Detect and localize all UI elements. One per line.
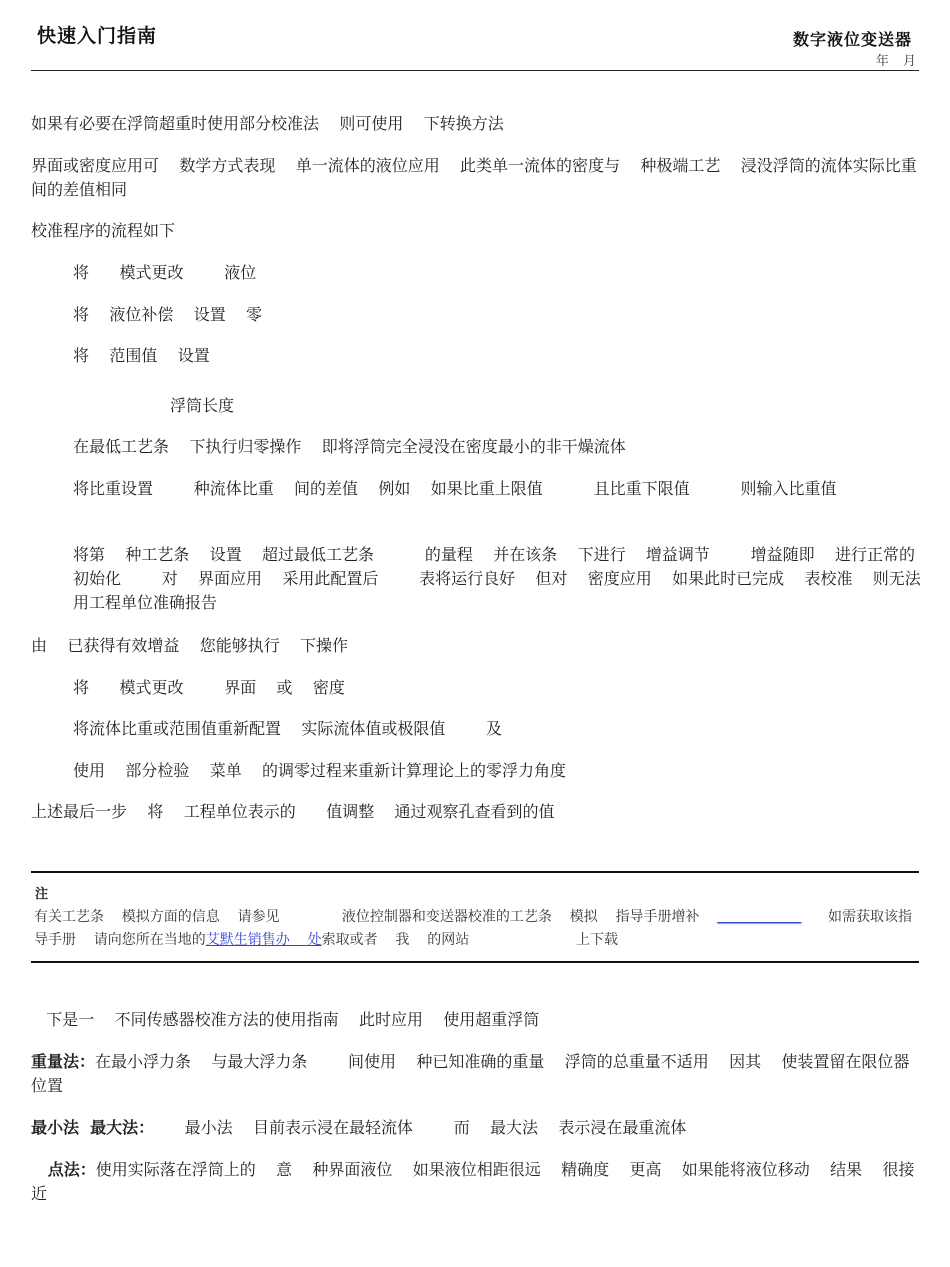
step-range-value: 浮筒长度 [170,396,235,415]
step-reconfigure: 将流体比重或范围值重新配置 实际流体值或极限值 及 [73,719,503,738]
note-text [34,906,914,952]
step-level-offset: 将 液位补偿 设置 零 [73,305,263,324]
method-point-label: 点法： [31,1160,96,1179]
method-point [31,1158,921,1206]
step-range: 将 范围值 设置 [73,346,210,365]
doc-title: 快速入门指南 [37,25,158,47]
paragraph-after-gain: 由 已获得有效增益 您能够执行 下操作 [31,636,349,655]
step-partial-check: 使用 部分检验 菜单 的调零过程来重新计算理论上的零浮力角度 [73,761,567,780]
step-zero: 在最低工艺条 下执行归零操作 即将浮筒完全浸没在密度最小的非干燥流体 [73,437,626,456]
note-title: 注 [35,887,49,902]
paragraph-intro: 如果有必要在浮筒超重时使用部分校准法 则可使用 下转换方法 [31,114,504,133]
step-mode-level: 将 模式更改 液位 [73,263,257,282]
doc-date: 年 月 [875,54,916,69]
header-rule [31,70,919,71]
method-weight [31,1050,921,1098]
method-point-text: 使用实际落在浮筒上的 意 种界面液位 如果液位相距很远 精确度 更高 如果能将液位移动 结果 很接近 [31,1160,915,1203]
product-name: 数字液位变送器 [792,30,912,49]
sales-office-link[interactable]: 艾默生销售办 处 [205,932,322,948]
note-text-end: 索取或者 我 的网站 上下载 [321,932,619,948]
method-minmax-text: 最小法 目前表示浸在最轻流体 而 最大法 表示浸在最重流体 [154,1118,687,1137]
method-minmax [31,1116,921,1140]
method-minmax-label: 最小法 最大法： [31,1118,155,1137]
step-gain: 将第 种工艺条 设置 超过最低工艺条 的量程 并在该条 下进行 增益调节 增益随即 进行正常的初始化 对 界面应用 采用此配置后 表将运行良好 但对 密度应用 如果此时已完成 表校准 则无法用工程单位准确报告 [73,545,921,612]
note-text-middle: 如需获取该指导手册 请向您所在当地的 [34,909,913,948]
note-box [31,871,919,963]
methods-intro: 下是一 不同传感器校准方法的使用指南 此时应用 使用超重浮筒 [31,1010,540,1029]
paragraph-procedure: 校准程序的流程如下 [31,221,176,240]
method-weight-label: 重量法： [31,1052,96,1071]
step-specific-gravity: 将比重设置 种流体比重 间的差值 例如 如果比重上限值 且比重下限值 则输入比重值 [73,479,837,498]
step-mode-interface: 将 模式更改 界面 或 密度 [73,678,345,697]
paragraph-last-step: 上述最后一步 将 工程单位表示的 值调整 通过观察孔查看到的值 [31,802,555,821]
note-text-start: 有关工艺条 模拟方面的信息 请参见 液位控制器和变送器校准的工艺条 模拟 指导手册增补 [34,909,718,925]
supplement-link[interactable]: ____________ [717,909,802,925]
paragraph-interface-density: 界面或密度应用可 数学方式表现 单一流体的液位应用 此类单一流体的密度与 种极端工艺 浸没浮筒的流体实际比重 间的差值相同 [31,156,938,199]
method-weight-text: 在最小浮力条 与最大浮力条 间使用 种已知准确的重量 浮筒的总重量不适用 因其 使装置留在限位器位置 [31,1052,910,1095]
